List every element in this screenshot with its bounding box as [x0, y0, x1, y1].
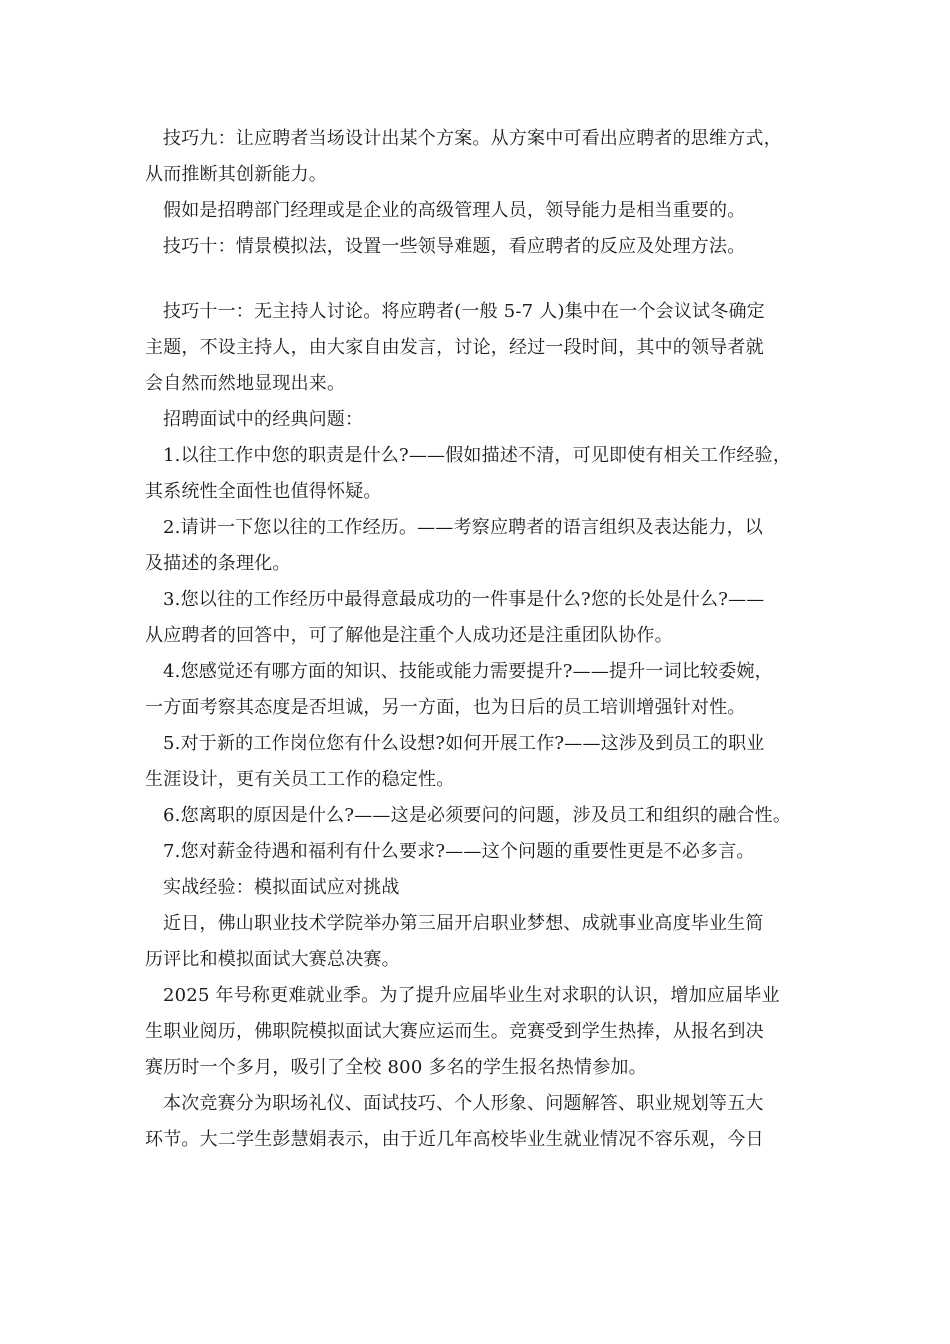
text-line: 技巧十：情景模拟法，设置一些领导难题，看应聘者的反应及处理方法。: [163, 236, 746, 257]
text-line: 从而推断其创新能力。: [145, 164, 327, 185]
text-line: 生涯设计，更有关员工工作的稳定性。: [145, 769, 455, 790]
text-line: 2025 年号称更难就业季。为了提升应届毕业生对求职的认识，增加应届毕业: [163, 985, 780, 1006]
text-line: 假如是招聘部门经理或是企业的高级管理人员，领导能力是相当重要的。: [163, 200, 746, 221]
text-line: 其系统性全面性也值得怀疑。: [145, 481, 382, 502]
text-line: 历评比和模拟面试大赛总决赛。: [145, 949, 400, 970]
text-line: 主题，不设主持人，由大家自由发言，讨论，经过一段时间，其中的领导者就: [145, 337, 764, 358]
text-line: 近日，佛山职业技术学院举办第三届开启职业梦想、成就事业高度毕业生简: [163, 913, 764, 934]
text-line: 本次竞赛分为职场礼仪、面试技巧、个人形象、问题解答、职业规划等五大: [163, 1093, 764, 1114]
text-line: 2.请讲一下您以往的工作经历。——考察应聘者的语言组织及表达能力，以: [163, 517, 763, 538]
text-line: 生职业阅历，佛职院模拟面试大赛应运而生。竞赛受到学生热捧，从报名到决: [145, 1021, 764, 1042]
text-line: 1.以往工作中您的职责是什么?——假如描述不清，可见即使有相关工作经验，: [163, 445, 792, 466]
text-line: 5.对于新的工作岗位您有什么设想?如何开展工作?——这涉及到员工的职业: [163, 733, 765, 754]
text-line: 6.您离职的原因是什么?——这是必须要问的问题，涉及员工和组织的融合性。: [163, 805, 792, 826]
text-line: 环节。大二学生彭慧娟表示，由于近几年高校毕业生就业情况不容乐观，今日: [145, 1129, 764, 1150]
text-line: 技巧十一：无主持人讨论。将应聘者(一般 5-7 人)集中在一个会议试冬确定: [163, 301, 765, 322]
text-line: 会自然而然地显现出来。: [145, 373, 346, 394]
text-line: 从应聘者的回答中，可了解他是注重个人成功还是注重团队协作。: [145, 625, 673, 646]
text-line: 7.您对薪金待遇和福利有什么要求?——这个问题的重要性更是不必多言。: [163, 841, 755, 862]
text-line: 及描述的条理化。: [145, 553, 291, 574]
text-line: 招聘面试中的经典问题：: [163, 409, 364, 430]
text-line: 4.您感觉还有哪方面的知识、技能或能力需要提升?——提升一词比较委婉，: [163, 661, 773, 682]
text-line: 实战经验：模拟面试应对挑战: [163, 877, 400, 898]
text-line: 一方面考察其态度是否坦诚，另一方面，也为日后的员工培训增强针对性。: [145, 697, 746, 718]
text-line: 3.您以往的工作经历中最得意最成功的一件事是什么?您的长处是什么?——: [163, 589, 765, 610]
text-line: 赛历时一个多月，吸引了全校 800 多名的学生报名热情参加。: [145, 1057, 647, 1078]
text-line: 技巧九：让应聘者当场设计出某个方案。从方案中可看出应聘者的思维方式，: [163, 128, 782, 149]
